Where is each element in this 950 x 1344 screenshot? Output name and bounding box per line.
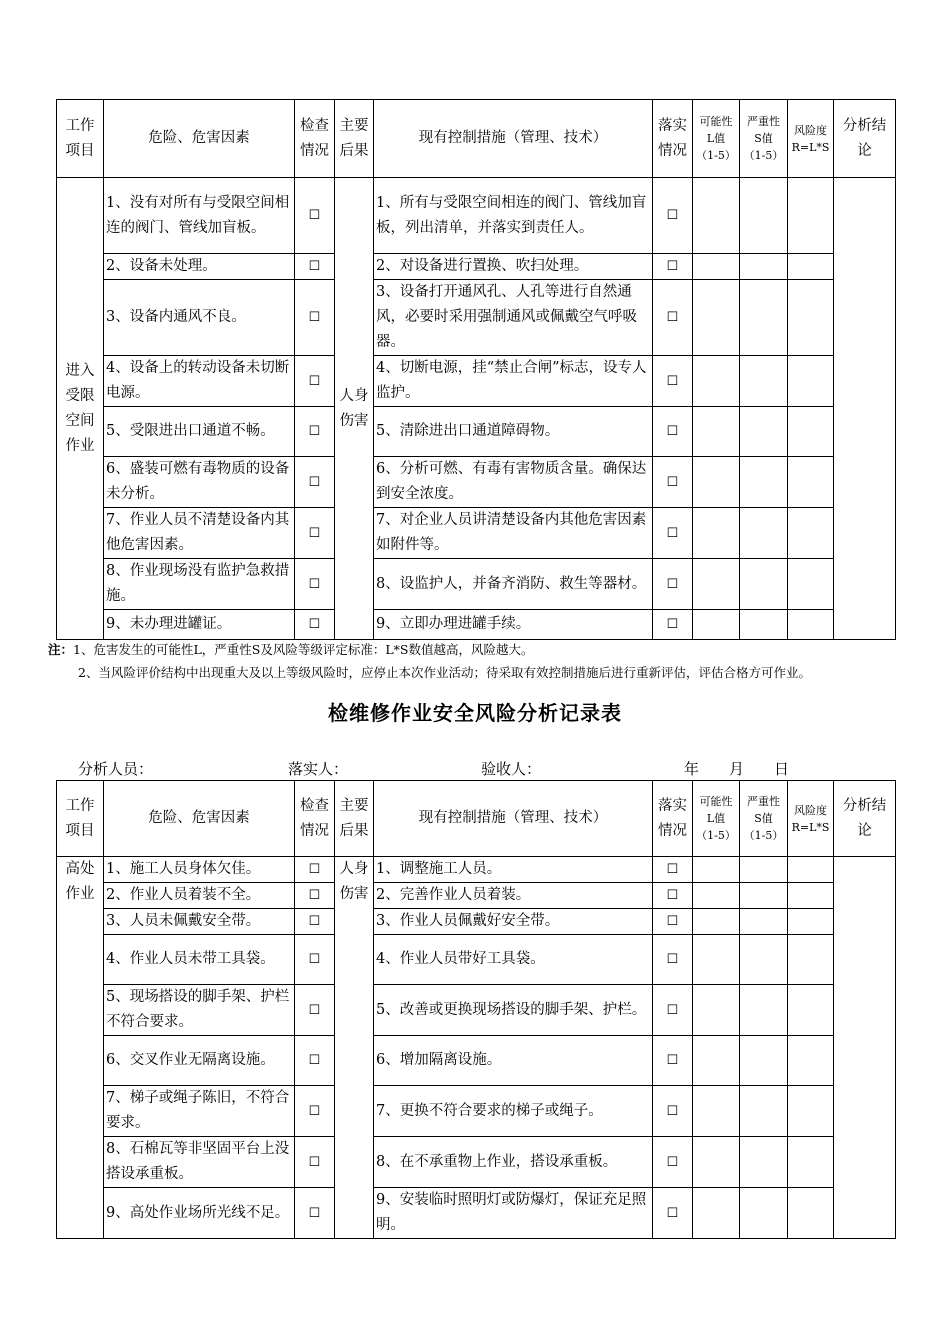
risk-degree-cell[interactable] [788, 610, 834, 640]
measure-cell: 4、切断电源，挂“禁止合闸”标志，设专人监护。 [374, 356, 653, 407]
l-value-cell[interactable] [693, 457, 740, 508]
risk-table-work-at-height [56, 780, 896, 1239]
header-conclusion: 分析结论 [834, 100, 896, 178]
check-checkbox[interactable]: ☐ [295, 280, 335, 356]
l-value-cell[interactable] [693, 254, 740, 280]
check-checkbox[interactable]: ☐ [295, 883, 335, 909]
table-row [57, 883, 896, 909]
hazard-cell: 2、作业人员着装不全。 [104, 883, 295, 909]
check-checkbox[interactable]: ☐ [295, 610, 335, 640]
risk-degree-cell[interactable] [788, 1036, 834, 1086]
header-implement: 落实情况 [653, 100, 693, 178]
s-value-cell[interactable] [740, 356, 788, 407]
check-checkbox[interactable]: ☐ [295, 1036, 335, 1086]
implement-checkbox[interactable]: ☐ [653, 559, 693, 610]
table-row [57, 559, 896, 610]
table-row [57, 1036, 896, 1086]
risk-degree-cell[interactable] [788, 559, 834, 610]
measure-cell: 5、改善或更换现场搭设的脚手架、护栏。 [374, 985, 653, 1036]
l-value-cell[interactable] [693, 1086, 740, 1137]
risk-degree-cell[interactable] [788, 457, 834, 508]
table-row [57, 407, 896, 457]
header-s-value: 严重性 S值 （1-5） [740, 100, 788, 178]
implement-checkbox[interactable]: ☐ [653, 857, 693, 883]
header-conclusion: 分析结论 [834, 781, 896, 857]
header-l-value: 可能性 L值 （1-5） [693, 781, 740, 857]
s-value-cell[interactable] [740, 457, 788, 508]
s-value-cell[interactable] [740, 559, 788, 610]
s-value-cell[interactable] [740, 857, 788, 883]
header-work-item: 工作项目 [57, 100, 104, 178]
measure-cell: 3、作业人员佩戴好安全带。 [374, 909, 653, 935]
l-value-cell[interactable] [693, 508, 740, 559]
check-checkbox[interactable]: ☐ [295, 857, 335, 883]
table-row [57, 356, 896, 407]
header-s-value: 严重性 S值 （1-5） [740, 781, 788, 857]
conclusion-cell[interactable] [834, 857, 896, 1239]
s-value-cell[interactable] [740, 1188, 788, 1239]
header-risk-degree: 风险度 R=L*S [788, 100, 834, 178]
s-value-cell[interactable] [740, 178, 788, 254]
risk-degree-cell[interactable] [788, 407, 834, 457]
hazard-cell: 5、受限进出口通道不畅。 [104, 407, 295, 457]
risk-degree-cell[interactable] [788, 1137, 834, 1188]
consequence-cell: 人身伤害 [335, 178, 374, 640]
hazard-cell: 6、交叉作业无隔离设施。 [104, 1036, 295, 1086]
l-value-cell[interactable] [693, 909, 740, 935]
risk-degree-cell[interactable] [788, 883, 834, 909]
table-row [57, 457, 896, 508]
hazard-cell: 7、梯子或绳子陈旧，不符合要求。 [104, 1086, 295, 1137]
check-checkbox[interactable]: ☐ [295, 1188, 335, 1239]
risk-table-confined-space [56, 99, 896, 640]
l-value-cell[interactable] [693, 1137, 740, 1188]
table-header-row [57, 781, 896, 857]
measure-cell: 1、调整施工人员。 [374, 857, 653, 883]
s-value-cell[interactable] [740, 508, 788, 559]
risk-degree-cell[interactable] [788, 1086, 834, 1137]
hazard-cell: 3、人员未佩戴安全带。 [104, 909, 295, 935]
risk-degree-cell[interactable] [788, 1188, 834, 1239]
acceptor-label: 验收人： [481, 760, 542, 778]
implement-checkbox[interactable]: ☐ [653, 1036, 693, 1086]
notes [48, 638, 928, 684]
header-hazard: 危险、危害因素 [104, 100, 295, 178]
hazard-cell: 9、未办理进罐证。 [104, 610, 295, 640]
l-value-cell[interactable] [693, 935, 740, 985]
note-line-1: 注：1、危害发生的可能性L，严重性S及风险等级评定标准：L*S数值越高，风险越大。 [48, 642, 534, 657]
risk-degree-cell[interactable] [788, 909, 834, 935]
header-measures: 现有控制措施（管理、技术） [374, 781, 653, 857]
header-implement: 落实情况 [653, 781, 693, 857]
l-value-cell[interactable] [693, 280, 740, 356]
analyst-label: 分析人员： [78, 760, 154, 778]
measure-cell: 3、设备打开通风孔、人孔等进行自然通风，必要时采用强制通风或佩戴空气呼吸器。 [374, 280, 653, 356]
check-checkbox[interactable]: ☐ [295, 254, 335, 280]
implement-checkbox[interactable]: ☐ [653, 407, 693, 457]
measure-cell: 7、对企业人员讲清楚设备内其他危害因素如附件等。 [374, 508, 653, 559]
l-value-cell[interactable] [693, 178, 740, 254]
measure-cell: 1、所有与受限空间相连的阀门、管线加盲板，列出清单，并落实到责任人。 [374, 178, 653, 254]
l-value-cell[interactable] [693, 610, 740, 640]
check-checkbox[interactable]: ☐ [295, 407, 335, 457]
hazard-cell: 4、作业人员未带工具袋。 [104, 935, 295, 985]
s-value-cell[interactable] [740, 254, 788, 280]
table-row [57, 985, 896, 1036]
hazard-cell: 7、作业人员不清楚设备内其他危害因素。 [104, 508, 295, 559]
implement-checkbox[interactable]: ☐ [653, 254, 693, 280]
l-value-cell[interactable] [693, 1036, 740, 1086]
hazard-cell: 4、设备上的转动设备未切断电源。 [104, 356, 295, 407]
implement-checkbox[interactable]: ☐ [653, 909, 693, 935]
hazard-cell: 1、没有对所有与受限空间相连的阀门、管线加盲板。 [104, 178, 295, 254]
header-consequence: 主要后果 [335, 100, 374, 178]
hazard-cell: 5、现场搭设的脚手架、护栏不符合要求。 [104, 985, 295, 1036]
implement-checkbox[interactable]: ☐ [653, 935, 693, 985]
check-checkbox[interactable]: ☐ [295, 1086, 335, 1137]
table-row [57, 1137, 896, 1188]
s-value-cell[interactable] [740, 280, 788, 356]
table-row [57, 508, 896, 559]
s-value-cell[interactable] [740, 1086, 788, 1137]
implement-checkbox[interactable]: ☐ [653, 883, 693, 909]
table-row [57, 1086, 896, 1137]
header-measures: 现有控制措施（管理、技术） [374, 100, 653, 178]
check-checkbox[interactable]: ☐ [295, 1137, 335, 1188]
hazard-cell: 8、石棉瓦等非坚固平台上没搭设承重板。 [104, 1137, 295, 1188]
header-risk-degree: 风险度 R=L*S [788, 781, 834, 857]
implement-checkbox[interactable]: ☐ [653, 508, 693, 559]
conclusion-cell[interactable] [834, 178, 896, 640]
s-value-cell[interactable] [740, 1036, 788, 1086]
risk-degree-cell[interactable] [788, 508, 834, 559]
l-value-cell[interactable] [693, 407, 740, 457]
s-value-cell[interactable] [740, 883, 788, 909]
measure-cell: 2、对设备进行置换、吹扫处理。 [374, 254, 653, 280]
note-label: 注： [48, 642, 74, 657]
measure-cell: 9、安装临时照明灯或防爆灯，保证充足照明。 [374, 1188, 653, 1239]
note-line-2: 2、当风险评价结构中出现重大及以上等级风险时，应停止本次作业活动；待采取有效控制措施后进行重新评估，评估合格方可作业。 [78, 665, 811, 680]
table-row [57, 935, 896, 985]
s-value-cell[interactable] [740, 1137, 788, 1188]
implement-checkbox[interactable]: ☐ [653, 356, 693, 407]
hazard-cell: 9、高处作业场所光线不足。 [104, 1188, 295, 1239]
risk-degree-cell[interactable] [788, 254, 834, 280]
l-value-cell[interactable] [693, 985, 740, 1036]
measure-cell: 6、分析可燃、有毒有害物质含量。确保达到安全浓度。 [374, 457, 653, 508]
l-value-cell[interactable] [693, 857, 740, 883]
work-item-cell: 进入受限空间作业 [57, 178, 104, 640]
hazard-cell: 6、盛装可燃有毒物质的设备未分析。 [104, 457, 295, 508]
check-checkbox[interactable]: ☐ [295, 909, 335, 935]
header-hazard: 危险、危害因素 [104, 781, 295, 857]
measure-cell: 9、立即办理进罐手续。 [374, 610, 653, 640]
implement-checkbox[interactable]: ☐ [653, 1137, 693, 1188]
hazard-cell: 8、作业现场没有监护急救措施。 [104, 559, 295, 610]
implement-checkbox[interactable]: ☐ [653, 457, 693, 508]
implement-checkbox[interactable]: ☐ [653, 1188, 693, 1239]
risk-degree-cell[interactable] [788, 985, 834, 1036]
measure-cell: 2、完善作业人员着装。 [374, 883, 653, 909]
header-check: 检查情况 [295, 100, 335, 178]
table-row [57, 178, 896, 254]
consequence-cell: 人身伤害 [335, 857, 374, 1239]
s-value-cell[interactable] [740, 909, 788, 935]
s-value-cell[interactable] [740, 985, 788, 1036]
table-row [57, 857, 896, 883]
l-value-cell[interactable] [693, 356, 740, 407]
implement-checkbox[interactable]: ☐ [653, 985, 693, 1036]
implement-checkbox[interactable]: ☐ [653, 280, 693, 356]
table-header-row [57, 100, 896, 178]
l-value-cell[interactable] [693, 559, 740, 610]
page-title: 检维修作业安全风险分析记录表 [328, 701, 622, 725]
hazard-cell: 1、施工人员身体欠佳。 [104, 857, 295, 883]
measure-cell: 6、增加隔离设施。 [374, 1036, 653, 1086]
table-row [57, 1188, 896, 1239]
s-value-cell[interactable] [740, 935, 788, 985]
header-l-value: 可能性 L值 （1-5） [693, 100, 740, 178]
l-value-cell[interactable] [693, 883, 740, 909]
check-checkbox[interactable]: ☐ [295, 935, 335, 985]
measure-cell: 5、清除进出口通道障碍物。 [374, 407, 653, 457]
date-label: 年 月 日 [684, 760, 790, 778]
check-checkbox[interactable]: ☐ [295, 559, 335, 610]
implement-checkbox[interactable]: ☐ [653, 610, 693, 640]
risk-degree-cell[interactable] [788, 935, 834, 985]
implement-checkbox[interactable]: ☐ [653, 178, 693, 254]
table-row [57, 280, 896, 356]
header-consequence: 主要后果 [335, 781, 374, 857]
measure-cell: 8、设监护人，并备齐消防、救生等器材。 [374, 559, 653, 610]
s-value-cell[interactable] [740, 407, 788, 457]
header-check: 检查情况 [295, 781, 335, 857]
l-value-cell[interactable] [693, 1188, 740, 1239]
table-row [57, 909, 896, 935]
check-checkbox[interactable]: ☐ [295, 508, 335, 559]
implementer-label: 落实人： [288, 760, 349, 778]
risk-degree-cell[interactable] [788, 280, 834, 356]
implement-checkbox[interactable]: ☐ [653, 1086, 693, 1137]
measure-cell: 7、更换不符合要求的梯子或绳子。 [374, 1086, 653, 1137]
check-checkbox[interactable]: ☐ [295, 457, 335, 508]
work-item-cell: 高处作业 [57, 857, 104, 1239]
table-row [57, 254, 896, 280]
risk-degree-cell[interactable] [788, 857, 834, 883]
risk-degree-cell[interactable] [788, 178, 834, 254]
measure-cell: 4、作业人员带好工具袋。 [374, 935, 653, 985]
header-work-item: 工作项目 [57, 781, 104, 857]
check-checkbox[interactable]: ☐ [295, 356, 335, 407]
table-row [57, 610, 896, 640]
check-checkbox[interactable]: ☐ [295, 985, 335, 1036]
measure-cell: 8、在不承重物上作业，搭设承重板。 [374, 1137, 653, 1188]
hazard-cell: 3、设备内通风不良。 [104, 280, 295, 356]
risk-degree-cell[interactable] [788, 356, 834, 407]
check-checkbox[interactable]: ☐ [295, 178, 335, 254]
hazard-cell: 2、设备未处理。 [104, 254, 295, 280]
s-value-cell[interactable] [740, 610, 788, 640]
